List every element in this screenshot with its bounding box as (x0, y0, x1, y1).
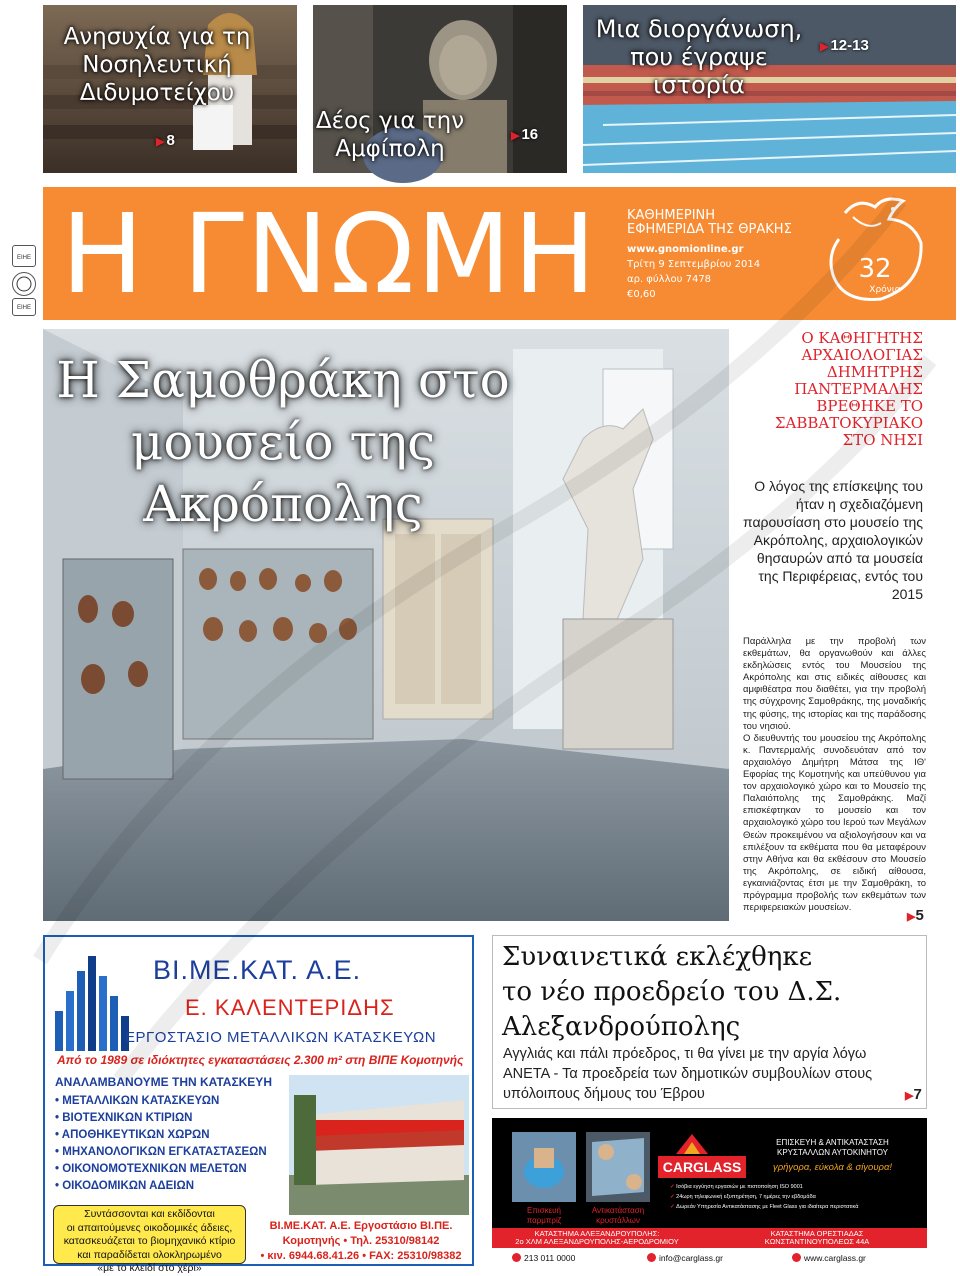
main-story-photo[interactable] (43, 329, 729, 921)
phone-icon (512, 1253, 521, 1262)
carglass-branch-alexandroupoli: ΚΑΤΑΣΤΗΜΑ ΑΛΕΞΑΝΔΡΟΥΠΟΛΗΣ: 2ο ΧΛΜ ΑΛΕΞΑΝΔΡΟΥΠΟΛΗΣ-ΑΕΡΟΔΡΟΜΙΟΥ (515, 1229, 679, 1246)
windscreen-repair-photo (512, 1132, 576, 1202)
main-story-side-column (743, 329, 926, 914)
main-story-page-ref[interactable]: ▶5 (907, 907, 924, 924)
teaser-amphipolis[interactable] (313, 5, 567, 173)
ad-company-name: ΒΙ.ΜΕ.ΚΑΤ. Α.Ε. (153, 955, 362, 985)
carglass-service: ΕΠΙΣΚΕΥΗ & ΑΝΤΙΚΑΤΑΣΤΑΣΗ ΚΡΥΣΤΑΛΛΩΝ ΑΥΤΟΚΙΝΗΤΟΥ (776, 1138, 889, 1157)
arrow-icon: ▶ (156, 136, 165, 148)
teaser-amphipolis-page: ▶ 16 (511, 126, 539, 143)
main-story-kicker: Ο ΚΑΘΗΓΗΤΗΣ ΑΡΧΑΙΟΛΟΓΙΑΣ ΔΗΜΗΤΡΗΣ ΠΑΝΤΕΡΜΑΛΗΣ ΒΡΕΘΗΚΕ ΤΟ ΣΑΒΒΑΤΟΚΥΡΙΑΚΟ ΣΤΟ ΝΗΣΙ (774, 329, 923, 449)
ad-services-list (55, 1093, 267, 1195)
newspaper-title[interactable]: Η ΓΝΩΜΗ (61, 190, 598, 318)
list-item: • ΜΕΤΑΛΛΙΚΩΝ ΚΑΤΑΣΚΕΥΩΝ (55, 1095, 220, 1107)
story-city-council-summary: Αγγλιάς και πάλι πρόεδρος, τι θα γίνει με την αργία λόγω ΑΝΕΤΑ - Τα προεδρεία των δημοτικών συμβουλίων στους υπόλοιπους δήμους του Έβρου (503, 1046, 873, 1102)
list-item: • ΑΠΟΘΗΚΕΥΤΙΚΩΝ ΧΩΡΩΝ (55, 1129, 210, 1141)
svg-text:ΕΙΗΕ: ΕΙΗΕ (16, 305, 32, 311)
list-item: • ΟΙΚΟΔΟΜΙΚΩΝ ΑΔΕΙΩΝ (55, 1180, 195, 1192)
carglass-branches (492, 1228, 927, 1248)
ad-owner-name: Ε. ΚΑΛΕΝΤΕΡΙΔΗΣ (185, 995, 395, 1020)
ad-contact-info: ΒΙ.ΜΕ.ΚΑΤ. Α.Ε. Εργοστάσιο ΒΙ.ΠΕ. Κομοτηνής • Τηλ. 25310/98142 • κιν. 6944.68.41.26 • FAX: 25310/98382 (260, 1220, 462, 1262)
ad-subtitle: ΕΡΓΟΣΤΑΣΙΟ ΜΕΤΑΛΛΙΚΩΝ ΚΑΤΑΣΚΕΥΩΝ (125, 1029, 437, 1046)
glass-replacement-photo (586, 1132, 650, 1202)
advertisement-carglass[interactable] (492, 1118, 927, 1268)
svg-text:ΕΙΗΕ: ΕΙΗΕ (16, 255, 32, 261)
arrow-icon: ▶ (907, 911, 916, 923)
ad-services-heading: ΑΝΑΛΑΜΒΑΝΟΥΜΕ ΤΗΝ ΚΑΤΑΣΚΕΥΗ (55, 1075, 272, 1089)
main-headline[interactable]: Η Σαμοθράκη στο μουσείο της Ακρόπολης (56, 351, 510, 533)
teaser-event-title: Μια διοργάνωση, που έγραψε ιστορία (595, 15, 803, 99)
carglass-phone[interactable]: 213 011 0000 (512, 1253, 575, 1263)
story-city-council[interactable] (492, 935, 927, 1109)
story-city-council-headline: Συναινετικά εκλέχθηκε το νέο προεδρείο του Δ.Σ. Αλεξανδρούπολης (502, 942, 842, 1042)
bar-graph-logo-icon (53, 951, 133, 1051)
carglass-email[interactable]: info@carglass.gr (647, 1253, 723, 1263)
carglass-glass-logo-icon (672, 1132, 712, 1156)
carglass-contact-bar (492, 1248, 927, 1268)
member-badge-icon (12, 298, 36, 316)
list-item: • ΜΗΧΑΝΟΛΟΓΙΚΩΝ ΕΓΚΑΤΑΣΤΑΣΕΩΝ (55, 1146, 267, 1158)
anniversary-label: Χρόνια (869, 285, 901, 295)
ad-since-line: Από το 1989 σε ιδιόκτητες εγκαταστάσεις 2.300 m² στη ΒΙΠΕ Κομοτηνής (57, 1053, 464, 1067)
list-item: ✓ Ισόβια εγγύηση εργασιών με πιστοποίηση ISO 9001 (670, 1182, 920, 1192)
main-story-body (743, 636, 926, 914)
story-city-council-page-ref[interactable]: ▶7 (905, 1086, 922, 1103)
list-item: ✓ 24ωρη τηλεφωνική εξυπηρέτηση, 7 ημέρες την εβδομάδα (670, 1192, 920, 1202)
teaser-nursing-page: ▶ 8 (156, 132, 175, 149)
teaser-amphipolis-title: Δέος για την Αμφίπολη (315, 108, 465, 162)
press-badge-icon (12, 245, 36, 267)
list-item: • ΟΙΚΟΝΟΜΟΤΕΧΝΙΚΩΝ ΜΕΛΕΤΩΝ (55, 1163, 247, 1175)
carglass-caption-repair: Επισκευή παρμπρίζ (526, 1206, 562, 1225)
teaser-event[interactable] (583, 5, 956, 173)
masthead (43, 187, 956, 320)
globe-icon (792, 1253, 801, 1262)
teaser-event-page: ▶ 12-13 (820, 37, 869, 54)
carglass-slogan: γρήγορα, εύκολα & σίγουρα! (772, 1162, 893, 1173)
list-item: • ΒΙΟΤΕΧΝΙΚΩΝ ΚΤΙΡΙΩΝ (55, 1112, 193, 1124)
anniversary-number: 32 (858, 254, 892, 284)
carglass-branch-orestiada: ΚΑΤΑΣΤΗΜΑ ΟΡΕΣΤΙΑΔΑΣ ΚΩΝΣΤΑΝΤΙΝΟΥΠΟΛΕΩΣ 44Α (764, 1229, 870, 1246)
issue-number: αρ. φύλλου 7478 (627, 274, 712, 285)
dove-anniversary-logo-icon (823, 195, 928, 307)
masthead-info (627, 209, 792, 302)
tagline-line-2: ΕΦΗΜΕΡΙΔΑ ΤΗΣ ΘΡΑΚΗΣ (627, 222, 792, 237)
list-item: ✓ Δωρεάν Υπηρεσία Αντικατάστασης με Fleet Glass για ιδιαίτερα περιστατικά (670, 1202, 920, 1212)
arrow-icon: ▶ (820, 41, 829, 53)
website-link[interactable]: www.gnomionline.gr (627, 244, 744, 255)
seal-badge-icon (12, 272, 36, 296)
carglass-website[interactable]: www.carglass.gr (792, 1253, 866, 1263)
factory-building-photo (289, 1075, 469, 1215)
arrow-icon: ▶ (511, 130, 520, 142)
main-story-lead: Ο λόγος της επίσκεψης του ήταν η σχεδιαζόμενη παρουσίαση στο μουσείο της Ακρόπολης, αρχαιολογικών θησαυρών από τα μουσεία της Περιφέρειας, εντός του 2015 (743, 478, 924, 602)
advertisement-bimekat[interactable] (43, 935, 474, 1274)
main-story-body-paragraph-1: Παράλληλα με την προβολή των εκθεμάτων, θα οργανωθούν και άλλες εκδηλώσεις εντός του Μουσείου της Ακρόπολης και στις ειδικές αίθουσες και αμφιθέατρα που διαθέτει, για την προβολή της σύγχρονης Σαμοθράκης, της μοναδικής της φύσης, της ιστορίας και της παράδοσης του νησιού. (743, 636, 926, 732)
main-story-body-paragraph-2: Ο διευθυντής του μουσείου της Ακρόπολης κ. Παντερμαλής συνοδευόταν από τον αρχαιολόγο Δημήτρη Μάτσα της ΙΘ' Εφορίας της Κομοτηνής και υπεύθυνου για τον αρχαιολογικό χώρο και το Μουσείο της Παλαιόπολης της Σαμοθράκης. Μαζί επισκέφτηκαν το μουσείο και τον αρχαιολογικό χώρο του Ιερού των Μεγάλων Θεών προκειμένου να αξιολογήσουν και να επιλέξουν τα εκθέματα που θα μεταφέρουν στην Αθήνα και θα εκθέσουν στο Μουσείο της Ακρόπολης, σε ειδική αίθουσα, εγκαινιάζοντας έτσι με την Σαμοθράκη, το πρόγραμμα προβολής των εκθεμάτων των περιφερειακών μουσείων. (743, 732, 926, 914)
arrow-icon: ▶ (905, 1090, 914, 1102)
carglass-brand: CARGLASS (658, 1156, 746, 1178)
tagline-line-1: ΚΑΘΗΜΕΡΙΝΗ (627, 208, 716, 223)
ad-turnkey-box: Συντάσσονται και εκδίδονται οι απαιτούμενες οικοδομικές άδειες, κατασκευάζεται το βιομηχανικό κτίριο και παραδίδεται ολοκληρωμένο «με το κλειδί στο χέρι» (53, 1205, 246, 1264)
issue-date: Τρίτη 9 Σεπτεμβρίου 2014 (627, 259, 761, 270)
teaser-nursing[interactable] (43, 5, 297, 173)
email-icon (647, 1253, 656, 1262)
carglass-caption-replacement: Αντικατάσταση κρυστάλλων (591, 1206, 645, 1225)
issue-price: €0,60 (627, 289, 656, 300)
teaser-nursing-title: Ανησυχία για τη Νοσηλευτική Διδυμοτείχου (63, 24, 251, 106)
carglass-benefits (670, 1182, 920, 1212)
